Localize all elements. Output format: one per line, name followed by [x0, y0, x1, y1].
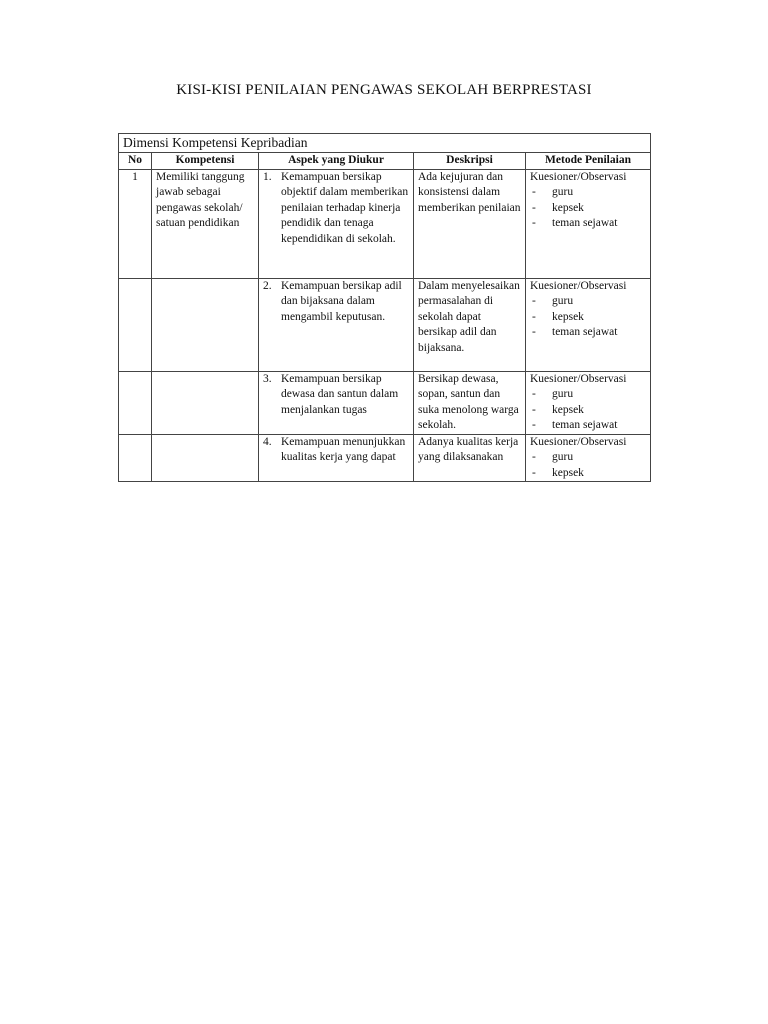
respondent-label: guru: [552, 295, 574, 307]
respondent-item: [530, 387, 646, 403]
cell-kompetensi: Memiliki tanggung jawab sebagai pengawas sekolah/ satuan pendidikan: [152, 169, 259, 278]
cell-metode: [526, 434, 651, 482]
respondent-list: [530, 185, 646, 232]
cell-aspek: [259, 278, 414, 371]
respondent-label: kepsek: [552, 201, 584, 214]
list-dash: -: [532, 326, 536, 338]
cell-aspek: [259, 371, 414, 434]
dimension-row: [119, 134, 651, 153]
aspek-text: Kemampuan bersikap objektif dalam memberikan penilaian terhadap kinerja pendidik dan tenaga kependidikan di sekolah.: [281, 170, 409, 245]
respondent-list: [530, 294, 646, 341]
metode-label: Kuesioner/Observasi: [530, 372, 627, 385]
table-row: [119, 434, 651, 482]
table-row: [119, 371, 651, 434]
list-dash: -: [532, 186, 536, 198]
aspek-number: 2.: [263, 279, 272, 292]
respondent-label: guru: [552, 186, 574, 198]
aspek-text: Kemampuan bersikap dewasa dan santun dalam menjalankan tugas: [281, 372, 399, 416]
cell-kompetensi: [152, 278, 259, 371]
cell-no: [119, 434, 152, 482]
aspek-number: 1.: [263, 170, 272, 183]
cell-aspek: [259, 169, 414, 278]
cell-metode: [526, 169, 651, 278]
cell-deskripsi: Adanya kualitas kerja yang dilaksanakan: [414, 434, 526, 482]
respondent-list: [530, 450, 646, 481]
list-dash: -: [532, 451, 536, 463]
list-dash: -: [532, 388, 536, 400]
respondent-item: [530, 185, 646, 201]
cell-metode: [526, 278, 651, 371]
respondent-label: kepsek: [552, 466, 584, 479]
respondent-item: [530, 450, 646, 466]
header-kompetensi: Kompetensi: [152, 153, 259, 170]
assessment-table: [118, 133, 651, 482]
respondent-label: guru: [552, 451, 574, 463]
respondent-item: [530, 310, 646, 326]
aspek-number: 4.: [263, 435, 272, 448]
respondent-item: [530, 216, 646, 232]
document-title: KISI-KISI PENILAIAN PENGAWAS SEKOLAH BERPRESTASI: [176, 82, 592, 98]
cell-aspek: [259, 434, 414, 482]
metode-label: Kuesioner/Observasi: [530, 279, 627, 292]
header-no: No: [119, 153, 152, 170]
respondent-label: kepsek: [552, 403, 584, 416]
cell-metode: [526, 371, 651, 434]
cell-no: [119, 278, 152, 371]
list-dash: -: [532, 419, 536, 431]
cell-kompetensi: [152, 371, 259, 434]
list-dash: -: [532, 466, 536, 479]
respondent-label: teman sejawat: [552, 419, 618, 431]
cell-deskripsi: Dalam menyelesaikan permasalahan di sekolah dapat bersikap adil dan bijaksana.: [414, 278, 526, 371]
respondent-item: [530, 418, 646, 434]
header-deskripsi: Deskripsi: [414, 153, 526, 170]
header-aspek: Aspek yang Diukur: [259, 153, 414, 170]
table-row: [119, 278, 651, 371]
respondent-item: [530, 201, 646, 217]
list-dash: -: [532, 217, 536, 229]
list-dash: -: [532, 295, 536, 307]
metode-label: Kuesioner/Observasi: [530, 170, 627, 183]
respondent-label: teman sejawat: [552, 326, 618, 338]
respondent-label: guru: [552, 388, 574, 400]
respondent-item: [530, 466, 646, 482]
dimension-title: Dimensi Kompetensi Kepribadian: [119, 134, 651, 153]
header-metode: Metode Penilaian: [526, 153, 651, 170]
cell-deskripsi: Bersikap dewasa, sopan, santun dan suka menolong warga sekolah.: [414, 371, 526, 434]
cell-no: [119, 371, 152, 434]
respondent-item: [530, 403, 646, 419]
cell-kompetensi: [152, 434, 259, 482]
table-row: [119, 169, 651, 278]
cell-deskripsi: Ada kejujuran dan konsistensi dalam memberikan penilaian: [414, 169, 526, 278]
respondent-list: [530, 387, 646, 434]
aspek-number: 3.: [263, 372, 272, 385]
respondent-label: teman sejawat: [552, 217, 618, 229]
list-dash: -: [532, 310, 536, 323]
respondent-label: kepsek: [552, 310, 584, 323]
list-dash: -: [532, 201, 536, 214]
list-dash: -: [532, 403, 536, 416]
aspek-text: Kemampuan bersikap adil dan bijaksana dalam mengambil keputusan.: [281, 279, 402, 323]
respondent-item: [530, 294, 646, 310]
header-row: [119, 153, 651, 170]
metode-label: Kuesioner/Observasi: [530, 435, 627, 448]
cell-no: 1: [119, 169, 152, 278]
aspek-text: Kemampuan menunjukkan kualitas kerja yang dapat: [281, 435, 406, 463]
respondent-item: [530, 325, 646, 341]
